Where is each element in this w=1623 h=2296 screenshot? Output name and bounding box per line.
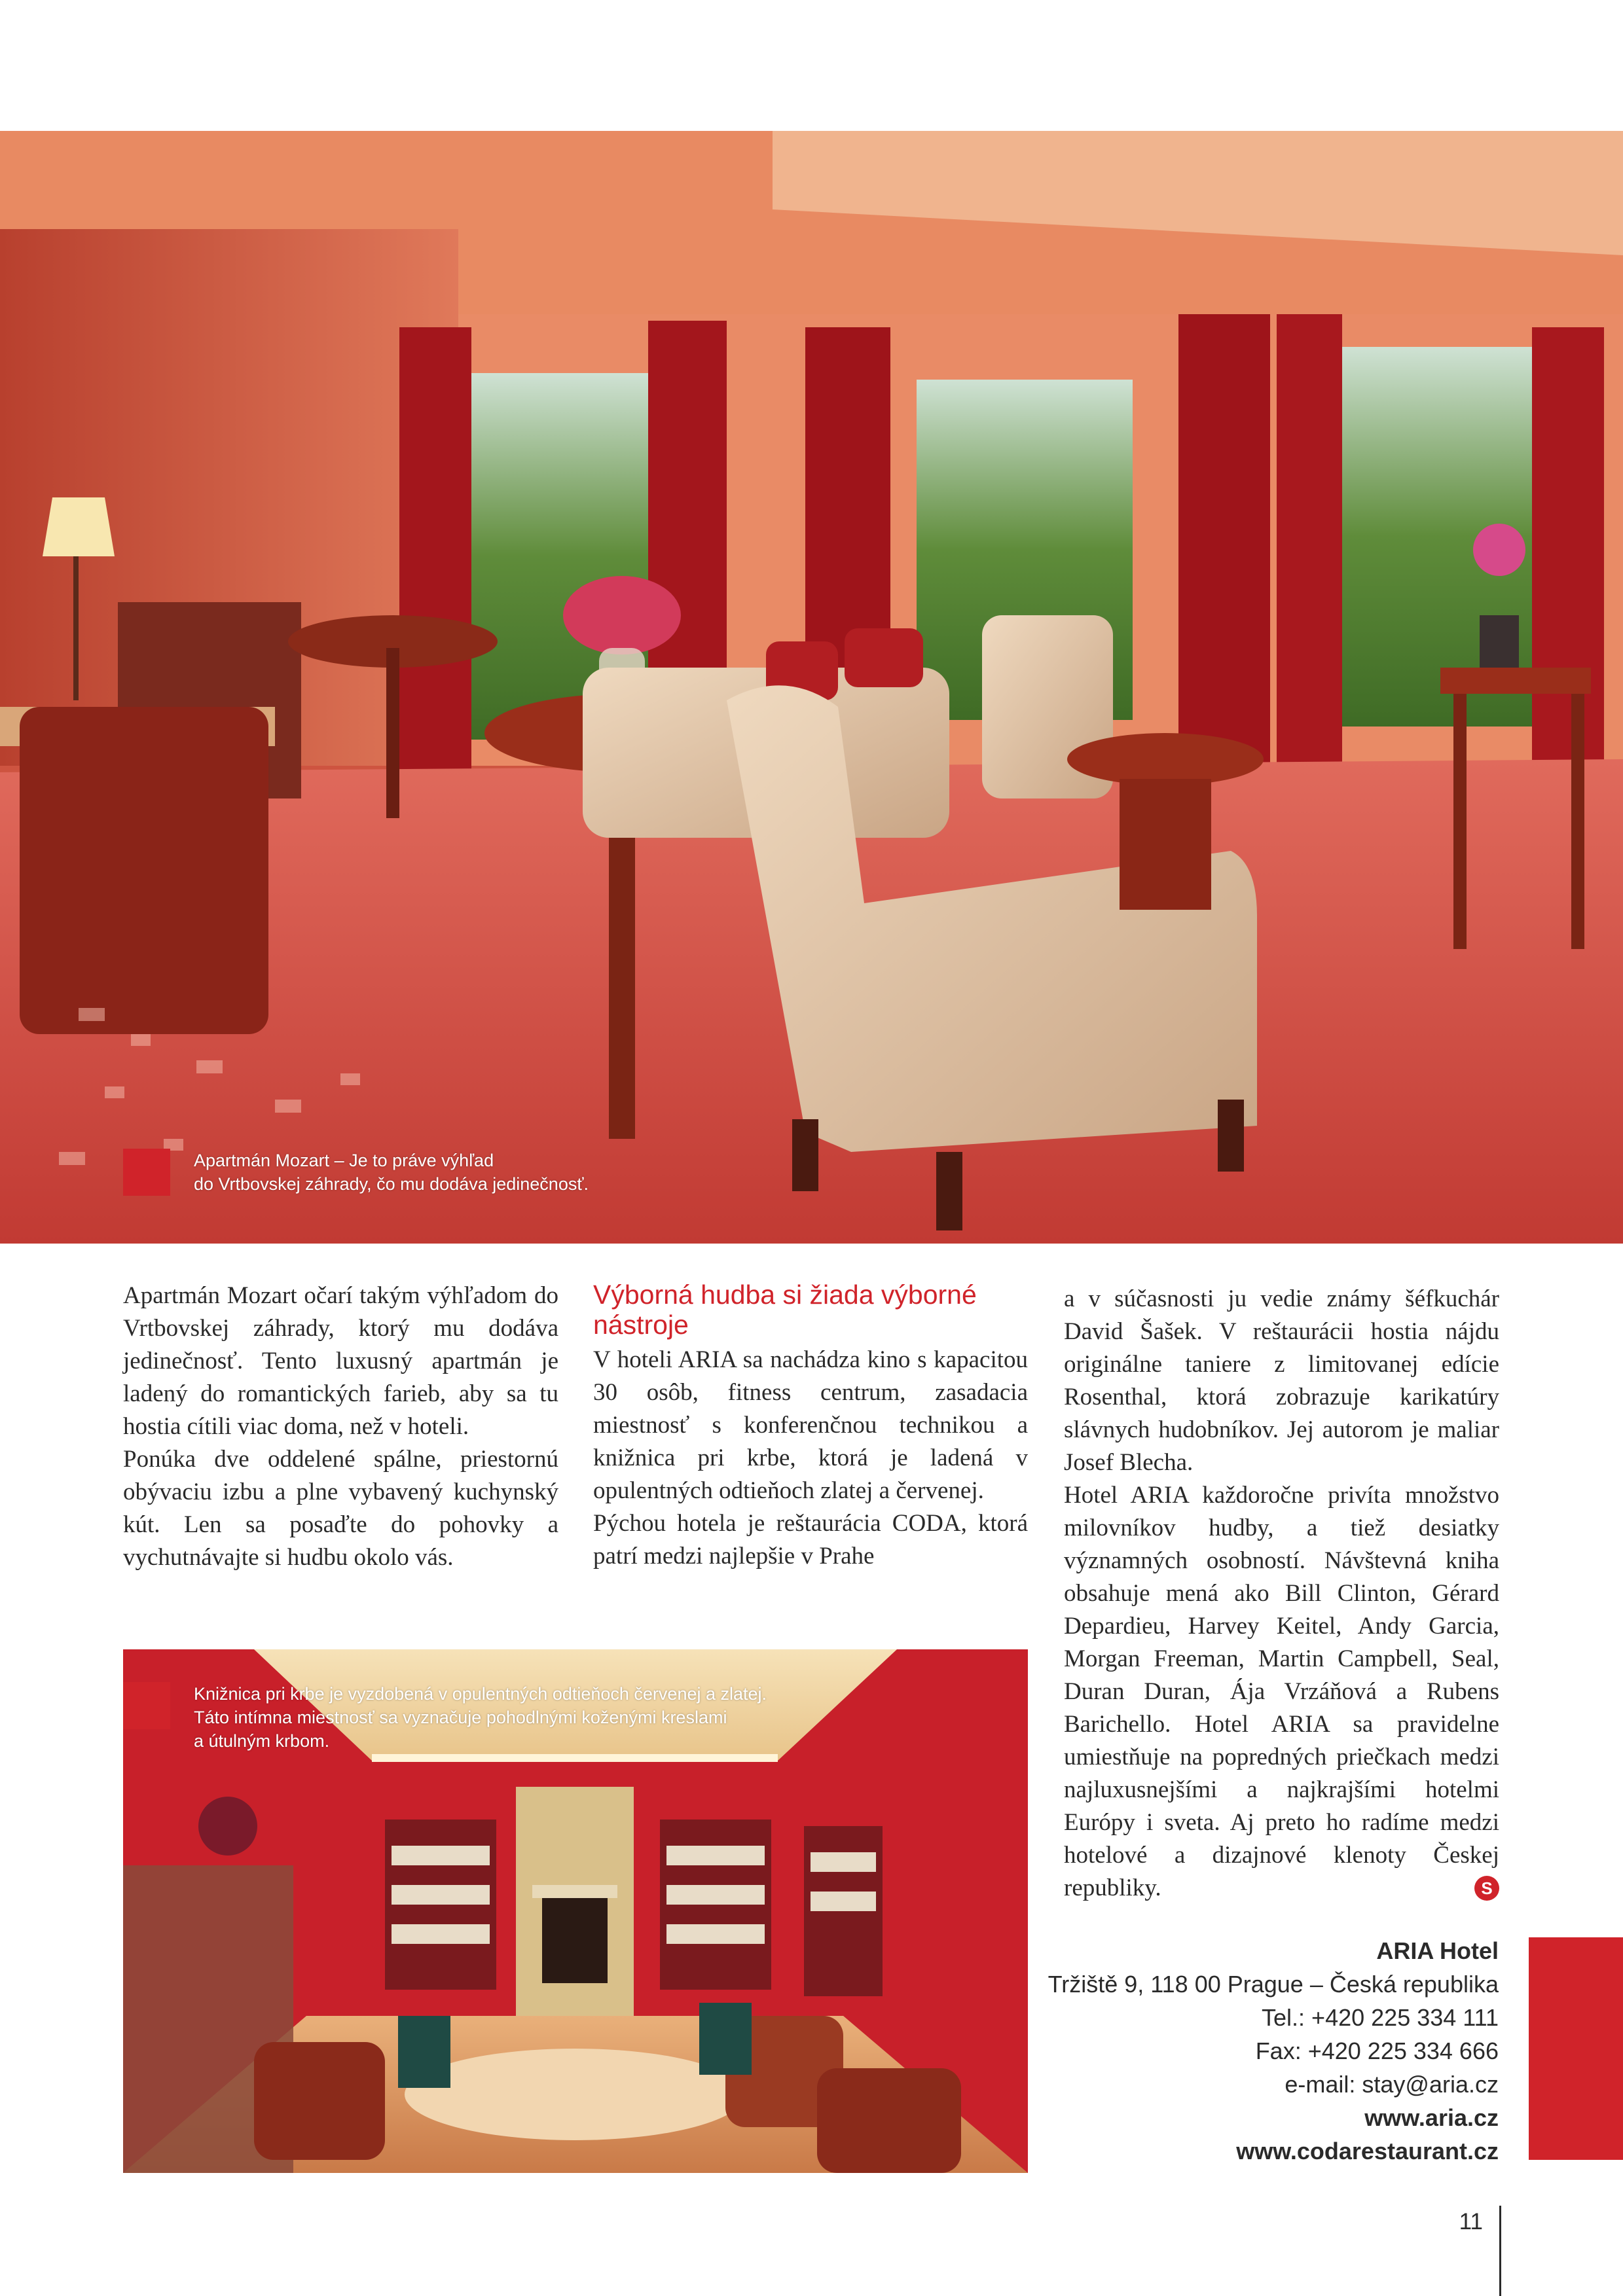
paragraph: Ponúka dve oddelené spálne, priestornú obývaciu izbu a plne vybavený kuchynský kút. Len sa posaďte do pohovky a vychutnávajte si hudbu okolo vás. [123,1446,558,1571]
hotel-website: www.aria.cz [1364,2104,1499,2131]
hotel-email: e-mail: stay@aria.cz [1285,2071,1499,2098]
apartment-photo-caption [123,1149,589,1196]
paragraph: Apartmán Mozart očarí takým výhľadom do Vrtbovskej záhrady, ktorý mu dodáva jedinečnosť. Tento luxusný apartmán je ladený do romantických farieb, aby sa tu hostia cítili viac doma, než v hoteli. [123,1282,558,1440]
caption-marker [123,1149,170,1196]
caption-text: Knižnica pri krbe je vyzdobená v opulentných odtieňoch červenej a zlatej. Táto intímna miestnosť sa vyznačuje pohodlnými koženými kreslami a útulným krbom. [194,1684,767,1751]
library-photo [123,1649,1028,2173]
end-of-article-icon: S [1474,1876,1499,1901]
caption-text: Apartmán Mozart – Je to práve výhľad do Vrtbovskej záhrady, čo mu dodáva jedinečnosť. [194,1151,589,1194]
text-column-3 [1064,1283,1499,1905]
section-heading: Výborná hudba si žiada výborné nástroje [593,1280,977,1340]
page-number-rule [1499,2206,1501,2296]
hotel-name: ARIA Hotel [1376,1937,1499,1964]
paragraph-text: Hotel ARIA každoročne privíta množstvo milovníkov hudby, a tiež desiatky významných osobností. Návštevná kniha obsahuje mená ako Bill Clinton, Gérard Depardieu, Harvey Keitel, Andy Garcia, Morgan Freeman, Martin Campbell, Seal, Duran Duran, Ája Vrzáňová a Rubens Barichello. Hotel ARIA sa pravidelne umiestňuje na popredných priečkach medzi najluxusnejšími a najkrajšími hotelmi Európy i sveta. Aj preto ho radíme medzi hotelové a dizajnové klenoty Českej republiky. [1064,1482,1499,1901]
apartment-illustration [0,131,1623,1244]
paragraph [1064,1479,1499,1905]
library-photo-caption [123,1682,767,1753]
page-edge-tab [1529,1937,1623,2160]
hotel-phone: Tel.: +420 225 334 111 [1262,2004,1499,2031]
caption-marker [123,1682,170,1729]
hotel-contact [909,1934,1499,2168]
hotel-address: Tržiště 9, 118 00 Prague – Česká republika [1048,1971,1499,1998]
paragraph: a v súčasnosti ju vedie známy šéfkuchár David Šašek. V reštaurácii hostia nájdu originálne taniere z limitovanej edície Rosenthal, ktorá zobrazuje karikatúry slávnych hudobníkov. Jej autorom je maliar Josef Blecha. [1064,1285,1499,1476]
text-column-1 [123,1280,558,1574]
text-column-2 [593,1280,1028,1573]
paragraph: V hoteli ARIA sa nachádza kino s kapacitou 30 osôb, fitness centrum, zasadacia miestnosť s konferenčnou technikou a knižnica pri krbe, ktorá je ladená v opulentných odtieňoch zlatej a červenej. [593,1346,1028,1504]
page-number: 11 [1459,2209,1483,2234]
restaurant-website: www.codarestaurant.cz [1236,2138,1499,2164]
apartment-photo [0,131,1623,1244]
paragraph: Pýchou hotela je reštaurácia CODA, ktorá patrí medzi najlepšie v Prahe [593,1510,1028,1570]
hotel-fax: Fax: +420 225 334 666 [1255,2037,1499,2064]
